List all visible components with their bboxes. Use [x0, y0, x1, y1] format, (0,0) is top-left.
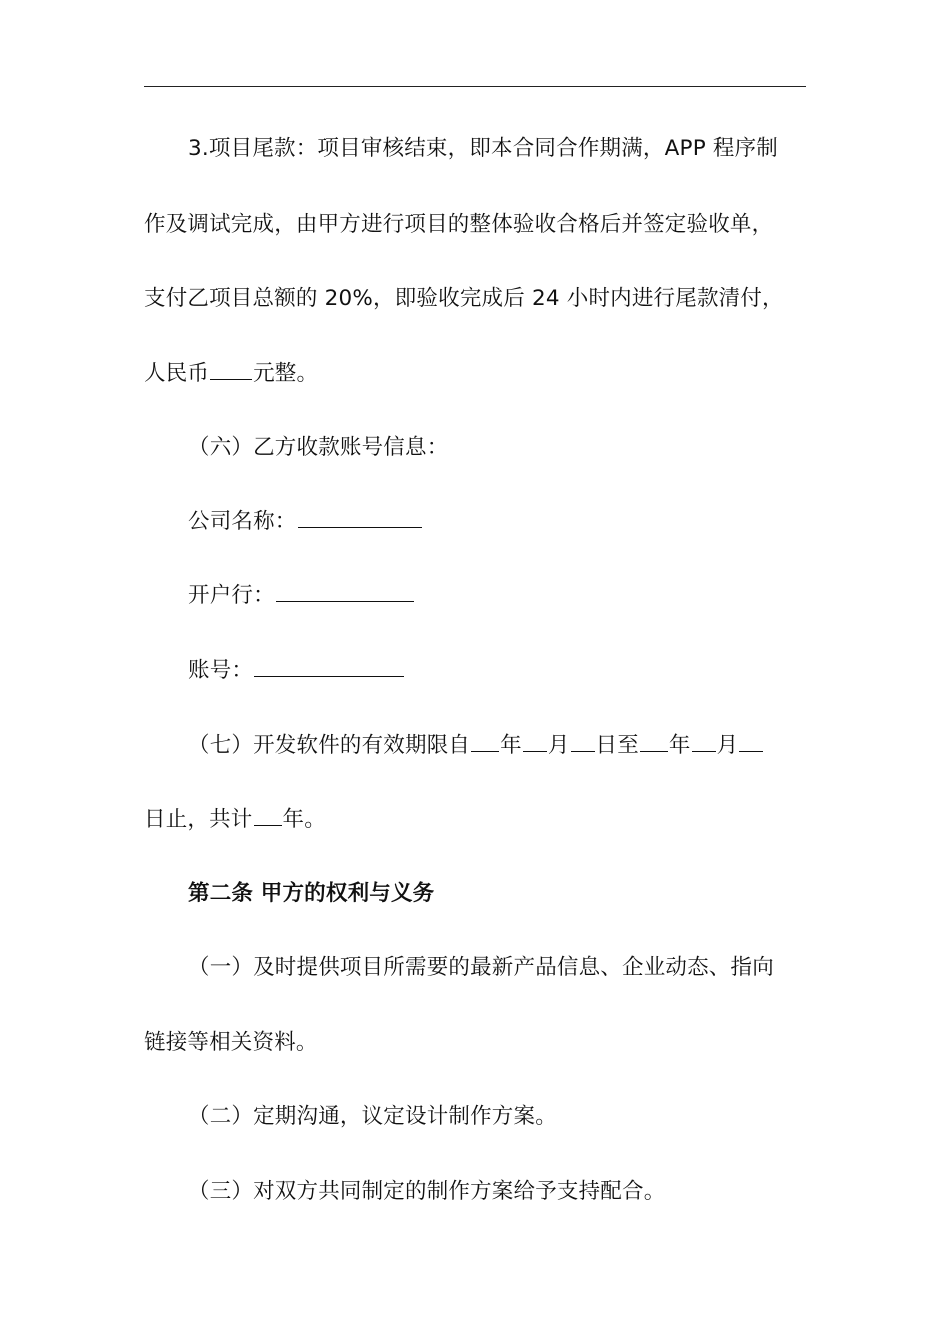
validity-month-1: 月 [547, 733, 570, 758]
final-payment-line-3: 支付乙项目总额的 20%，即验收完成后 24 小时内进行尾款清付， [144, 286, 784, 311]
company-name-row [188, 507, 423, 537]
final-payment-line-1: 3.项目尾款：项目审核结束，即本合同合作期满，APP 程序制 [188, 136, 778, 161]
section-six-heading: （六）乙方收款账号信息： [188, 435, 449, 460]
company-name-label: 公司名称： [188, 509, 297, 534]
bank-label: 开户行： [188, 583, 275, 608]
item-three: （三）对双方共同制定的制作方案给予支持配合。 [188, 1179, 666, 1204]
account-label: 账号： [188, 658, 254, 683]
validity-day-end: 日止，共计 [144, 807, 253, 832]
validity-years-total: 年。 [282, 807, 326, 832]
validity-line-2 [144, 805, 326, 835]
validity-start-year-blank[interactable] [471, 733, 499, 752]
bank-row [188, 581, 415, 611]
validity-start-day-blank[interactable] [571, 733, 595, 752]
header-rule [144, 86, 806, 87]
rmb-label: 人民币 [144, 361, 210, 386]
item-one-line-1: （一）及时提供项目所需要的最新产品信息、企业动态、指向 [188, 955, 774, 980]
item-one-line-2: 链接等相关资料。 [144, 1030, 318, 1055]
validity-end-year-blank[interactable] [640, 733, 668, 752]
validity-start-month-blank[interactable] [523, 733, 547, 752]
account-blank[interactable] [254, 658, 404, 677]
account-row [188, 656, 405, 686]
final-payment-line-2: 作及调试完成，由甲方进行项目的整体验收合格后并签定验收单， [144, 212, 774, 237]
validity-end-month-blank[interactable] [692, 733, 716, 752]
validity-year-2: 年 [668, 733, 691, 758]
article-two-heading: 第二条 甲方的权利与义务 [188, 881, 435, 906]
rmb-suffix: 元整。 [253, 361, 319, 386]
item-two: （二）定期沟通，议定设计制作方案。 [188, 1104, 557, 1129]
validity-total-years-blank[interactable] [254, 807, 282, 826]
validity-line-1 [188, 731, 764, 761]
validity-day-to: 日至 [595, 733, 639, 758]
rmb-amount-blank[interactable] [210, 361, 252, 380]
validity-end-day-blank[interactable] [739, 733, 763, 752]
validity-prefix: （七）开发软件的有效期限自 [188, 733, 471, 758]
validity-month-2: 月 [716, 733, 739, 758]
bank-blank[interactable] [276, 583, 414, 602]
company-name-blank[interactable] [298, 509, 422, 528]
validity-year-1: 年 [500, 733, 522, 758]
final-payment-line-4 [144, 359, 318, 389]
